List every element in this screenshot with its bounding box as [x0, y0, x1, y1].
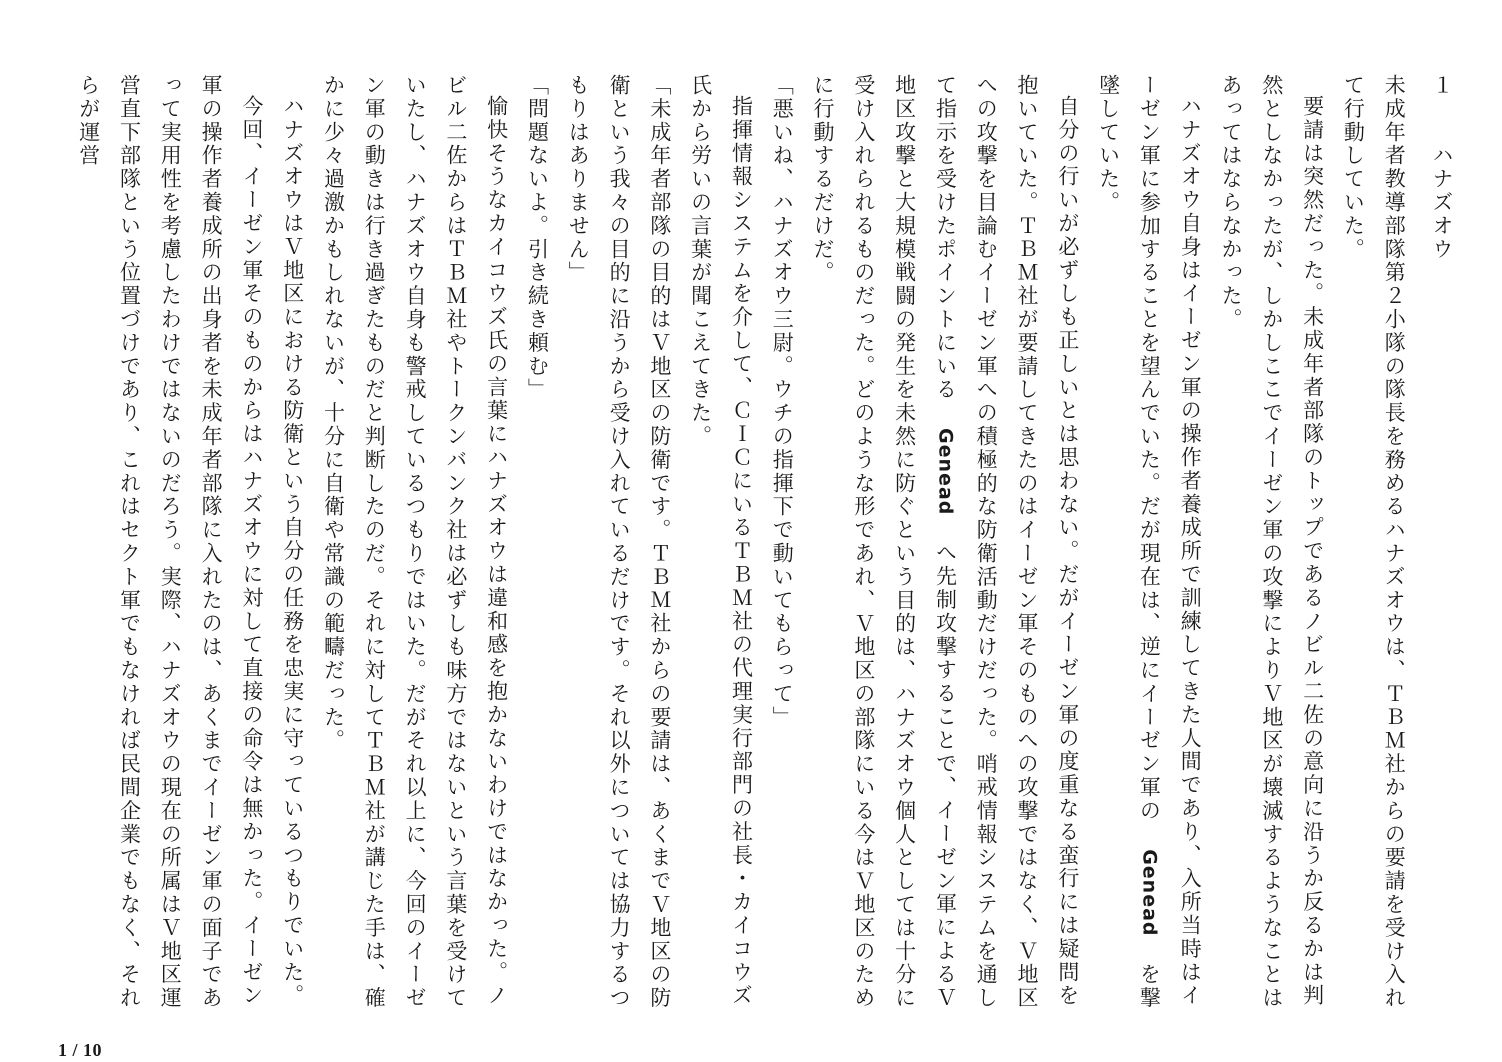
body-paragraph [517, 74, 558, 1024]
body-paragraph [68, 74, 272, 1024]
paragraph-text: ハナズオウはＶ地区における防衛という自分の任務を忠実に守っているつもりでいた。 [280, 95, 305, 1008]
paragraph-text: 要請は突然だった。未成年者部隊のトップであるノビル二佐の意向に沿うか反るかは判然としなかったが、しかしここでイーゼン軍の攻撃によりＶ地区が壊滅するようなことはあってはならなかった。 [1219, 74, 1325, 1010]
latin-term: Genead [934, 428, 957, 516]
body-paragraph [802, 74, 1088, 1024]
body-paragraph [1088, 74, 1210, 1024]
paragraph-text: 「悪いね、ハナズオウ三尉。ウチの指揮下で動いてもらって」 [770, 74, 795, 730]
body-paragraph [1210, 74, 1332, 1024]
chapter-heading: １ ハナズオウ [1430, 74, 1454, 262]
paragraph-text: へ先制攻撃することで、イーゼン軍によるＶ地区攻撃と大規模戦闘の発生を未然に防ぐという目的は、ハナズオウ個人としては十分に受け入れられるものだった。どのような形であれ、Ｖ地区の部隊にいる今はＶ地区のために行動するだけだ。 [811, 74, 958, 1010]
body-paragraph [557, 74, 679, 1024]
body-paragraph [761, 74, 802, 1024]
paragraph-text: 愉快そうなカイコウズ氏の言葉にハナズオウは違和感を抱かないわけではなかった。ノビル二佐からはＴＢＭ社やトークンバンク社は必ずしも味方ではないという言葉を受けていたし、ハナズオウ自身も警戒しているつもりではいた。だがそれ以上に、今回のイーゼン軍の動きは行き過ぎたものだと判断したのだ。それに対してＴＢＭ社が講じた手は、確かに少々過激かもしれないが、十分に自衛や常識の範疇だった。 [321, 74, 509, 1010]
vertical-text-body [68, 74, 1462, 1024]
body-paragraph [313, 74, 517, 1024]
body-paragraph [680, 74, 762, 1024]
paragraph-text: 「問題ないよ。引き続き頼む」 [525, 74, 550, 402]
paragraph-text: 指揮情報システムを介して、ＣＩＣにいるＴＢＭ社の代理実行部門の社長・カイコウズ氏から労いの言葉が聞こえてきた。 [688, 74, 754, 1008]
paragraph-text: 今回、イーゼン軍そのものからはハナズオウに対して直接の命令は無かった。イーゼン軍の操作者養成所の出身者を未成年者部隊に入れたのは、あくまでイーゼン軍の面子であって実用性を考慮したわけではないのだろう。実際、ハナズオウの現在の所属はＶ地区運営直下部隊という位置づけであり、これはセクト軍でもなければ民間企業でもなく、それらが運営 [76, 74, 264, 1010]
latin-term: Genead [1138, 849, 1161, 937]
body-paragraph [272, 74, 313, 1024]
paragraph-text: を撃墜していた。 [1096, 74, 1162, 1010]
page-number: 1 / 10 [58, 1040, 103, 1060]
paragraph-text: 「未成年者部隊の目的はＶ地区の防衛です。ＴＢＭ社からの要請は、あくまでＶ地区の防衛という我々の目的に沿うから受け入れているだけです。それ以外については協力するつもりはありません」 [566, 74, 672, 1010]
paragraph-text: 未成年者教導部隊第２小隊の隊長を務めるハナズオウは、ＴＢＭ社からの要請を受け入れて行動していた。 [1341, 74, 1407, 1010]
paragraph-text: 自分の行いが必ずしも正しいとは思わない。だがイーゼン軍の度重なる蛮行には疑問を抱いていた。ＴＢＭ社が要請してきたのはイーゼン軍そのものへの攻撃ではなく、Ｖ地区への攻撃を目論むイーゼン軍への積極的な防衛活動だけだった。哨戒情報システムを通して指示を受けたポイントにいる [933, 74, 1080, 1010]
paragraph-text: ハナズオウ自身はイーゼン軍の操作者養成所で訓練してきた人間であり、入所当時はイーゼン軍に参加することを望んでいた。だが現在は、逆にイーゼン軍の [1137, 74, 1203, 1008]
body-paragraph [1333, 74, 1415, 1024]
paragraph-container [68, 74, 1414, 1024]
